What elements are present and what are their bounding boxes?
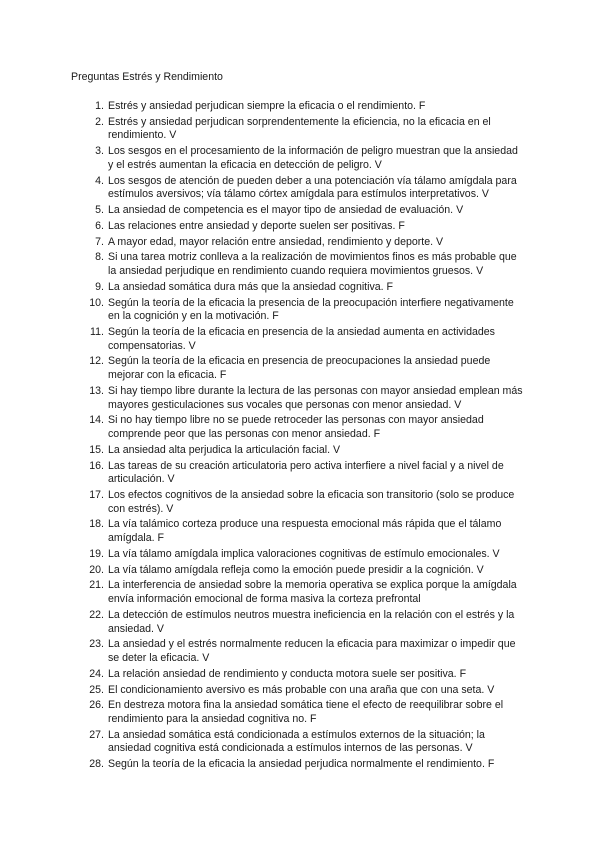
question-item — [86, 579, 526, 606]
question-number: 8 . — [86, 251, 104, 265]
question-item — [86, 460, 526, 487]
question-item — [86, 297, 526, 324]
question-text: A mayor edad, mayor relación entre ansiedad, rendimiento y deporte. V — [108, 235, 444, 248]
question-text: La interferencia de ansiedad sobre la memoria operativa se explica porque la amígdala envía información emocional de forma masiva la corteza prefrontal — [108, 579, 517, 606]
question-text: Las relaciones entre ansiedad y deporte suelen ser positivas. F — [108, 219, 405, 232]
question-item — [86, 236, 526, 250]
question-number: 22 . — [86, 609, 104, 623]
question-text: La ansiedad de competencia es el mayor tipo de ansiedad de evaluación. V — [108, 204, 464, 217]
question-text: Las tareas de su creación articulatoria pero activa interfiere a nivel facial y a nivel de articulación. V — [108, 459, 504, 486]
question-text: Los efectos cognitivos de la ansiedad sobre la eficacia son transitorio (solo se produce con estrés). V — [108, 489, 515, 515]
question-number: 5 . — [86, 204, 104, 218]
question-number: 13 . — [86, 385, 104, 399]
question-number: 14 . — [86, 414, 104, 428]
question-item — [86, 145, 526, 172]
question-number: 17 . — [86, 489, 104, 503]
question-number: 25 . — [86, 684, 104, 698]
question-text: Según la teoría de la eficacia la presencia de la preocupación interfiere negativamente en la cognición y en la motivación. F — [108, 296, 514, 323]
question-text: Si no hay tiempo libre no se puede retroceder las personas con mayor ansiedad comprende peor que las personas con menor ansiedad. F — [108, 414, 484, 441]
question-item — [86, 116, 526, 143]
document-title: Preguntas Estrés y Rendimiento — [71, 71, 223, 83]
question-item — [86, 175, 526, 202]
question-text: Estrés y ansiedad perjudican sorprendentemente la eficiencia, no la eficacia en el rendimiento. V — [108, 115, 491, 142]
question-number: 27 . — [86, 729, 104, 743]
question-number: 24 . — [86, 668, 104, 682]
question-item — [86, 518, 526, 545]
question-text: La vía tálamo amígdala implica valoraciones cognitivas de estímulo emocionales. V — [108, 547, 500, 560]
question-number: 6 . — [86, 220, 104, 234]
question-number: 19 . — [86, 548, 104, 562]
question-text: La ansiedad somática dura más que la ansiedad cognitiva. F — [108, 280, 394, 293]
question-text: La relación ansiedad de rendimiento y conducta motora suele ser positiva. F — [108, 667, 467, 680]
question-text: Si una tarea motriz conlleva a la realización de movimientos finos es más probable que la ansiedad perjudique en rendimiento cuando requiera movimientos gruesos. V — [108, 251, 517, 278]
question-item — [86, 326, 526, 353]
question-text: La ansiedad alta perjudica la articulación facial. V — [108, 443, 341, 456]
question-text: La ansiedad somática está condicionada a estímulos externos de la situación; la ansiedad cognitiva está condicionada a estímulos internos de las personas. V — [108, 728, 485, 755]
question-text: Los sesgos en el procesamiento de la información de peligro muestran que la ansiedad y el estrés aumentan la eficacia en detección de peligro. V — [108, 145, 518, 171]
question-item — [86, 609, 526, 636]
question-number: 7 . — [86, 236, 104, 250]
question-item — [86, 414, 526, 441]
question-item — [86, 564, 526, 578]
question-text: Estrés y ansiedad perjudican siempre la eficacia o el rendimiento. F — [108, 100, 426, 112]
question-text: La ansiedad y el estrés normalmente reducen la eficacia para maximizar o impedir que se deter la eficacia. V — [108, 638, 516, 665]
question-text: La vía tálamo amígdala refleja como la emoción puede presidir a la cognición. V — [108, 563, 484, 576]
question-item — [86, 699, 526, 726]
question-text: Los sesgos de atención de pueden deber a una potenciación vía tálamo amígdala para estímulos aversivos; vía tálamo córtex amígdala para estímulos interpretativos. V — [108, 174, 517, 201]
question-item — [86, 729, 526, 756]
question-item — [86, 758, 526, 772]
question-number: 4 . — [86, 175, 104, 189]
question-item — [86, 281, 526, 295]
question-number: 10 . — [86, 297, 104, 311]
question-text: El condicionamiento aversivo es más probable con una araña que con una seta. V — [108, 683, 495, 696]
question-number: 2 . — [86, 116, 104, 130]
question-item — [86, 204, 526, 218]
question-item — [86, 385, 526, 412]
question-item — [86, 220, 526, 234]
question-text: En destreza motora fina la ansiedad somática tiene el efecto de reequilibrar sobre el rendimiento para la ansiedad cognitiva no. F — [108, 699, 504, 725]
question-number: 1 . — [86, 100, 104, 114]
question-item — [86, 489, 526, 516]
question-text: La detección de estímulos neutros muestra ineficiencia en la relación con el estrés y la ansiedad. V — [108, 608, 515, 635]
question-item — [86, 668, 526, 682]
question-number: 3 . — [86, 145, 104, 159]
question-number: 9 . — [86, 281, 104, 295]
question-number: 26 . — [86, 699, 104, 713]
question-number: 15 . — [86, 444, 104, 458]
question-item — [86, 548, 526, 562]
question-item — [86, 100, 526, 114]
question-number: 20 . — [86, 564, 104, 578]
question-text: Si hay tiempo libre durante la lectura de las personas con mayor ansiedad emplean más mayores gesticulaciones sus vocales que personas con menor ansiedad. V — [108, 384, 523, 411]
question-text: Según la teoría de la eficacia en presencia de preocupaciones la ansiedad puede mejorar con la eficacia. F — [108, 355, 491, 382]
question-number: 11 . — [86, 326, 104, 340]
question-item — [86, 251, 526, 278]
question-number: 18 . — [86, 518, 104, 532]
question-number: 23 . — [86, 638, 104, 652]
question-text: Según la teoría de la eficacia la ansiedad perjudica normalmente el rendimiento. F — [108, 758, 495, 771]
question-text: Según la teoría de la eficacia en presencia de la ansiedad aumenta en actividades compensatorias. V — [108, 326, 495, 352]
question-text: La vía talámico corteza produce una respuesta emocional más rápida que el tálamo amígdala. F — [108, 518, 502, 545]
question-item — [86, 444, 526, 458]
question-item — [86, 684, 526, 698]
question-number: 28 . — [86, 758, 104, 772]
question-number: 12 . — [86, 355, 104, 369]
question-number: 21 . — [86, 579, 104, 593]
question-item — [86, 355, 526, 382]
question-number: 16 . — [86, 460, 104, 474]
question-list — [86, 100, 526, 774]
question-item — [86, 638, 526, 665]
